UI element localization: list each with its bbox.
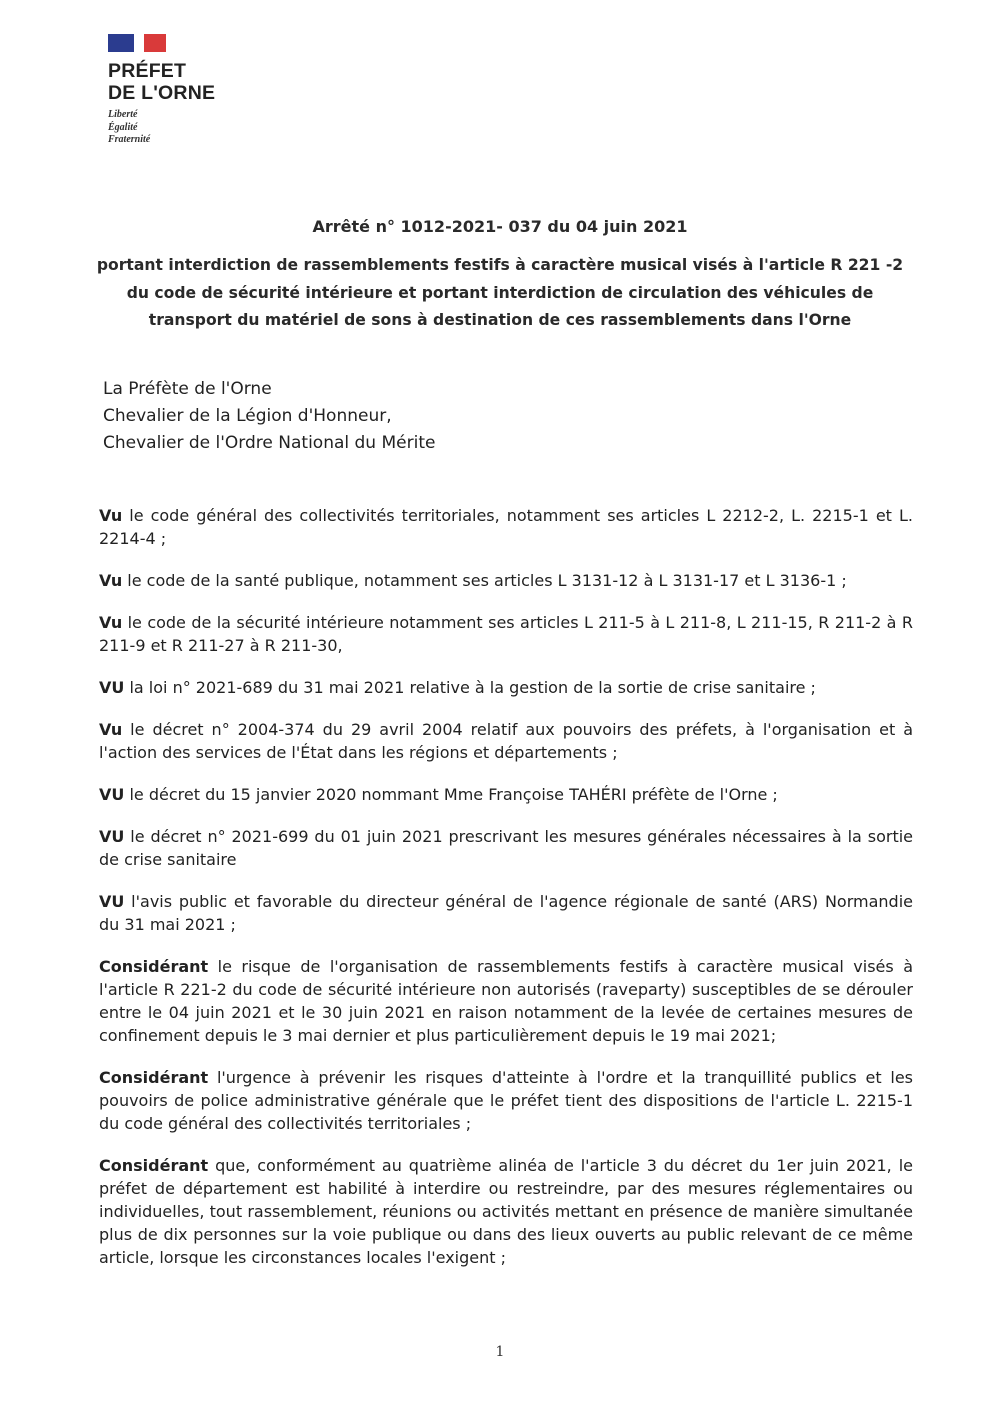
motto-line: Égalité [108, 121, 138, 133]
paragraph-keyword: VU [99, 892, 125, 911]
paragraph [99, 1154, 913, 1269]
paragraph [99, 611, 913, 657]
paragraph-keyword: Vu [99, 506, 123, 525]
logo-line-1: PRÉFET [108, 60, 187, 82]
paragraph-text: la loi n° 2021-689 du 31 mai 2021 relative à la gestion de la sortie de crise sanitaire ; [124, 678, 816, 697]
paragraph-keyword: VU [99, 785, 125, 804]
arrete-title: Arrêté n° 1012-2021- 037 du 04 juin 2021 [312, 217, 688, 236]
paragraph-keyword: VU [99, 827, 125, 846]
paragraph [99, 504, 913, 550]
subtitle-line: portant interdiction de rassemblements festifs à caractère musical visés à l'article R 221 -2 [96, 256, 904, 274]
arrete-subtitle [90, 252, 910, 335]
paragraph [99, 825, 913, 871]
paragraph-keyword: Considérant [99, 1068, 209, 1087]
body-text [99, 504, 913, 1288]
paragraph-text: le code de la sécurité intérieure notamment ses articles L 211-5 à L 211-8, L 211-15, R 211-2 à R 211-9 et R 211-27 à R 211-30, [99, 613, 913, 655]
republic-motto [108, 109, 215, 147]
subtitle-line: du code de sécurité intérieure et portant interdiction de circulation des véhicules de [126, 283, 874, 302]
paragraph [99, 890, 913, 936]
motto-line: Liberté [108, 109, 138, 120]
signatory-line: Chevalier de l'Ordre National du Mérite [103, 433, 436, 453]
paragraph-text: le décret du 15 janvier 2020 nommant Mme Françoise TAHÉRI préfète de l'Orne ; [124, 785, 778, 804]
signatory [103, 376, 435, 457]
paragraph [99, 676, 913, 699]
paragraph-text: le code de la santé publique, notamment ses articles L 3131-12 à L 3131-17 et L 3136-1 ; [122, 571, 847, 590]
paragraph-keyword: Vu [99, 720, 123, 739]
paragraph [99, 569, 913, 592]
paragraph-keyword: VU [99, 678, 125, 697]
paragraph-text: l'avis public et favorable du directeur général de l'agence régionale de santé (ARS) Normandie du 31 mai 2021 ; [99, 892, 913, 934]
paragraph [99, 718, 913, 764]
paragraph-keyword: Vu [99, 571, 123, 590]
paragraph-text: le décret n° 2004-374 du 29 avril 2004 relatif aux pouvoirs des préfets, à l'organisation et à l'action des services de l'État dans les régions et départements ; [99, 720, 913, 762]
logo-line-2: DE L'ORNE [108, 82, 216, 104]
paragraph-text: le risque de l'organisation de rassemblements festifs à caractère musical visés à l'article R 221-2 du code de sécurité intérieure non autorisés (raveparty) susceptibles de se dérouler entre le 04 juin 2021 et le 30 juin 2021 en raison notamment de la levée de certaines mesures de confinement depuis le 3 mai dernier et plus particulièrement depuis le 19 mai 2021; [99, 957, 913, 1045]
paragraph-text: que, conformément au quatrième alinéa de l'article 3 du décret du 1er juin 2021, le préfet de département est habilité à interdire ou restreindre, par des mesures réglementaires ou individuelles, tout rassemblement, réunions ou activités mettant en présence de manière simultanée plus de dix personnes sur la voie publique ou dans des lieux ouverts au public relevant de ce même article, lorsque les circonstances locales l'exigent ; [99, 1156, 913, 1267]
paragraph [99, 1066, 913, 1135]
marianne-flag-icon [108, 34, 215, 52]
title-block [90, 216, 910, 335]
logo-name [108, 60, 215, 104]
paragraph-keyword: Vu [99, 613, 123, 632]
signatory-line: Chevalier de la Légion d'Honneur, [103, 406, 392, 426]
paragraph-text: le code général des collectivités territoriales, notamment ses articles L 2212-2, L. 2215-1 et L. 2214-4 ; [99, 506, 913, 548]
subtitle-line: transport du matériel de sons à destination de ces rassemblements dans l'Orne [148, 311, 852, 329]
paragraph-text: l'urgence à prévenir les risques d'atteinte à l'ordre et la tranquillité publics et les pouvoirs de police administrative générale que le préfet tient des dispositions de l'article L. 2215-1 du code général des collectivités territoriales ; [99, 1068, 913, 1133]
paragraph-keyword: Considérant [99, 1156, 209, 1175]
signatory-line: La Préfète de l'Orne [103, 379, 272, 399]
paragraph-text: le décret n° 2021-699 du 01 juin 2021 prescrivant les mesures générales nécessaires à la sortie de crise sanitaire [99, 827, 913, 869]
paragraph [99, 955, 913, 1047]
paragraph-keyword: Considérant [99, 957, 209, 976]
page-number: 1 [495, 1344, 505, 1360]
paragraph [99, 783, 913, 806]
prefecture-logo [108, 34, 215, 147]
motto-line: Fraternité [108, 134, 151, 145]
